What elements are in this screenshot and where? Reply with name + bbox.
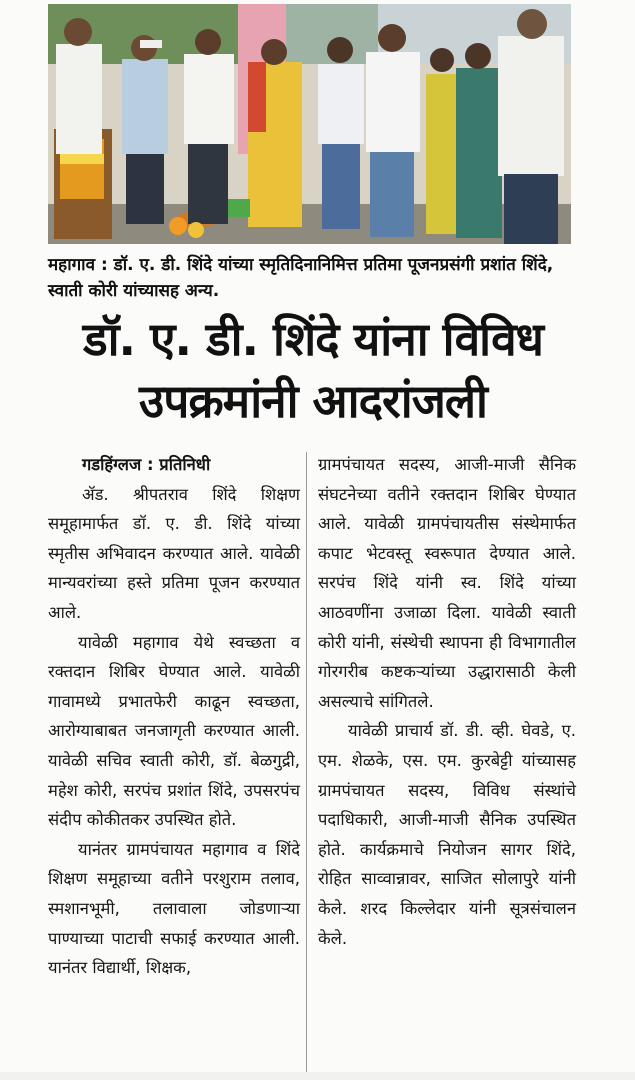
dateline: गडहिंग्लज : प्रतिनिधी <box>82 455 211 474</box>
article-column-right <box>318 450 576 953</box>
article-paragraph: यावेळी प्राचार्य डॉ. डी. व्ही. घेवडे, ए. एम. शेळके, एस. एम. कुरबेट्टी यांच्यासह ग्रामपंचायत सदस्य, विविध संस्थांचे पदाधिकारी, आजी-माजी सैनिक उपस्थित होते. कार्यक्रमाचे नियोजन सागर शिंदे, रोहित साव्वान्नावर, साजित सोलापुरे यांनी केले. शरद किल्लेदार यांनी सूत्रसंचालन केले. <box>318 721 576 948</box>
column-divider <box>306 452 307 1072</box>
event-photo-illustration <box>48 4 571 244</box>
article-paragraph: यानंतर ग्रामपंचायत महागाव व शिंदे शिक्षण समूहाच्या वतीने परशुराम तलाव, स्मशानभूमी, तलावाला जोडणाऱ्या पाण्याच्या पाटाची सफाई करण्यात आली. यानंतर विद्यार्थी, शिक्षक, <box>48 839 300 978</box>
article-paragraph: यावेळी महागाव येथे स्वच्छता व रक्तदान शिबिर घेण्यात आले. यावेळी गावामध्ये प्रभातफेरी काढून स्वच्छता, आरोग्याबाबत जनजागृती करण्यात आली. यावेळी सचिव स्वाती कोरी, डॉ. बेळगुद्री, महेश कोरी, सरपंच प्रशांत शिंदे, उपसरपंच संदीप कोकीतकर उपस्थित होते. <box>48 632 300 830</box>
article-column-left <box>48 450 300 983</box>
headline-line-2: उपक्रमांनी आदरांजली <box>139 374 487 428</box>
photo-caption: महागाव : डॉ. ए. डी. शिंदे यांच्या स्मृतिदिनानिमित्त प्रतिमा पूजनप्रसंगी प्रशांत शिंदे, स्वाती कोरी यांच्यासह अन्य. <box>48 255 554 301</box>
article-paragraph: ग्रामपंचायत सदस्य, आजी-माजी सैनिक संघटनेच्या वतीने रक्तदान शिबिर घेण्यात आले. यावेळी ग्रामपंचायतीस संस्थेमार्फत कपाट भेटवस्तू स्वरूपात देण्यात आले. सरपंच शिंदे यांनी स्व. शिंदे यांच्या आठवणींना उजाळा दिला. यावेळी स्वाती कोरी यांनी, संस्थेची स्थापना ही विभागातील गोरगरीब कष्टकऱ्यांच्या उद्धारासाठी केली असल्याचे सांगितले. <box>318 455 576 711</box>
headline <box>48 308 578 432</box>
article-paragraph: ॲड. श्रीपतराव शिंदे शिक्षण समूहामार्फत डॉ. ए. डी. शिंदे यांच्या स्मृतीस अभिवादन करण्यात आले. यावेळी मान्यवरांच्या हस्ते प्रतिमा पूजन करण्यात आले. <box>48 484 300 622</box>
event-photo <box>48 4 571 244</box>
headline-line-1: डॉ. ए. डी. शिंदे यांना विविध <box>83 312 543 366</box>
page-edge <box>0 1072 635 1080</box>
